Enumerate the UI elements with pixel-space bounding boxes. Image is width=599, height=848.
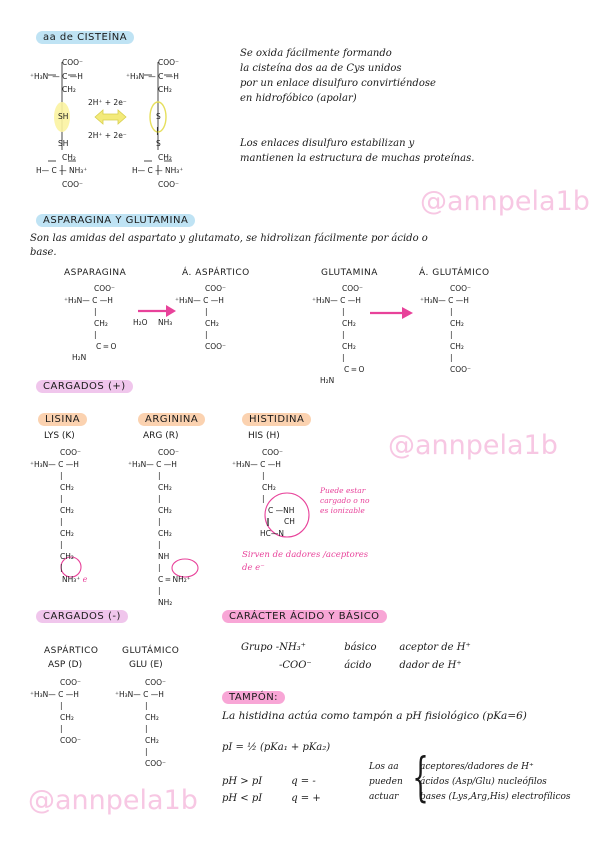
nh3-label: NH₃ [158, 318, 173, 327]
note-line: Puede estar [320, 486, 366, 495]
mol-cys-left: COO⁻ ⁺H₃N — C —H CH₂ SH SH CH₂ H— C — NH₃⁺ COO⁻ [30, 58, 88, 189]
charge: q = + [291, 793, 321, 804]
acid-role: dador de H⁺ [399, 660, 462, 671]
mol-asp: COO⁻ ⁺H₃N— C —H | CH₂ | COO⁻ [175, 284, 227, 351]
ph-cond: pH > pI [222, 776, 263, 787]
asp-code: ASP (D) [48, 660, 83, 670]
mol-asn: COO⁻ ⁺H₃N— C —H | CH₂ | C ═ O H₂N [64, 284, 117, 362]
neg-title: CARGADOS (-) [36, 610, 128, 623]
acid-row2 [241, 660, 462, 671]
label-glutamico: Á. GLUTÁMICO [419, 268, 490, 278]
text-line: en hidrofóbico (apolar) [240, 93, 357, 104]
acid-row1 [241, 642, 471, 653]
text-line: actuar [369, 792, 399, 802]
watermark: @annpela1b [420, 186, 590, 217]
arg-code: ARG (R) [143, 431, 179, 441]
text-line: Se oxida fácilmente formando [240, 48, 392, 59]
lys-title: LISINA [38, 413, 87, 426]
note-line: Sirven de dadores /aceptores [242, 550, 369, 560]
mol-his: COO⁻ ⁺H₃N— C —H | CH₂ | C —NH ‖ CH HC—N [232, 448, 295, 538]
h2o-label: H₂O [133, 318, 148, 327]
mol-cys-right: COO⁻ ⁺H₃N — C —H CH₂ S | S CH₂ H— C — NH₃⁺ COO⁻ [126, 58, 184, 189]
glu-name: GLUTÁMICO [122, 646, 180, 656]
text-line: base. [30, 247, 57, 258]
ph-row2 [222, 793, 321, 804]
pos-title: CARGADOS (+) [36, 380, 133, 393]
his-title: HISTIDINA [242, 413, 311, 426]
acid-group: Grupo -NH₃⁺ [241, 642, 306, 653]
mol-gln: COO⁻ ⁺H₃N— C —H | CH₂ | CH₂ | C ═ O H₂N [312, 284, 365, 385]
mol-asp2: COO⁻ ⁺H₃N— C —H | CH₂ | COO⁻ [30, 678, 82, 745]
label-aspartico: Á. ASPÁRTICO [182, 268, 250, 278]
aa-act-label [369, 760, 403, 805]
glu-code: GLU (E) [129, 660, 163, 670]
ph-cond: pH < pI [222, 793, 263, 804]
aa-act-items [420, 760, 571, 805]
acid-title: CARÁCTER ÁCIDO Y BÁSICO [222, 610, 387, 623]
his-note2: Sirven de dadores /aceptores de e⁻ [242, 550, 369, 573]
asn-title: ASPARAGINA Y GLUTAMINA [36, 214, 195, 227]
mol-lys: COO⁻ ⁺H₃N— C —H | CH₂ | CH₂ | CH₂ | CH₂ | NH₃⁺ e [30, 448, 88, 584]
watermark: @annpela1b [28, 785, 198, 816]
text-line: aceptores/dadores de H⁺ [420, 762, 534, 772]
cys-title: aa de CISTEÍNA [36, 31, 134, 44]
text-line: Los aa [369, 762, 399, 772]
label-asparagina: ASPARAGINA [64, 268, 127, 278]
arg-title: ARGININA [138, 413, 205, 426]
note-line: es ionizable [320, 506, 365, 515]
text-line: ácidos (Asp/Glu) nucleófilos [420, 777, 547, 787]
text-line: pueden [369, 777, 403, 787]
his-note [320, 486, 369, 516]
mol-glu: COO⁻ ⁺H₃N— C —H | CH₂ | CH₂ | COO⁻ [420, 284, 472, 374]
buffer-text: La histidina actúa como tampón a pH fisiológico (pKa=6) [222, 710, 527, 722]
acid-group: -COO⁻ [279, 660, 312, 671]
text-line: Los enlaces disulfuro estabilizan y [240, 138, 415, 149]
ph-row1 [222, 776, 316, 787]
asp-name: ASPÁRTICO [44, 646, 99, 656]
acid-role: aceptor de H⁺ [399, 642, 471, 653]
pi-formula: pI = ½ (pKa₁ + pKa₂) [222, 742, 331, 753]
watermark: @annpela1b [388, 430, 558, 461]
his-code: HIS (H) [248, 431, 280, 441]
text-line: bases (Lys,Arg,His) electrofílicos [420, 792, 571, 802]
buffer-title: TAMPÓN: [222, 691, 285, 704]
brace: { [412, 748, 429, 808]
rxn-bottom: 2H⁺ + 2e⁻ [88, 131, 127, 140]
text-line: mantienen la estructura de muchas proteínas. [240, 153, 475, 164]
charge: q = - [291, 776, 316, 787]
text-line: la cisteína dos aa de Cys unidos [240, 63, 402, 74]
note-line: cargado o no [320, 496, 370, 505]
text-line: por un enlace disulfuro convirtiéndose [240, 78, 436, 89]
mol-glu2: COO⁻ ⁺H₃N— C —H | CH₂ | CH₂ | COO⁻ [115, 678, 167, 768]
text-line: Son las amidas del aspartato y glutamato, se hidrolizan fácilmente por ácido o [30, 233, 428, 244]
acid-type: básico [344, 642, 377, 653]
rxn-top: 2H⁺ + 2e⁻ [88, 98, 127, 107]
lys-code: LYS (K) [44, 431, 75, 441]
note-line: de [242, 563, 253, 573]
acid-type: ácido [344, 660, 372, 671]
mol-arg: COO⁻ ⁺H₃N— C —H | CH₂ | CH₂ | CH₂ | NH | C ═ NH₂⁺ | NH₂ [128, 448, 191, 607]
label-glutamina: GLUTAMINA [321, 268, 378, 278]
